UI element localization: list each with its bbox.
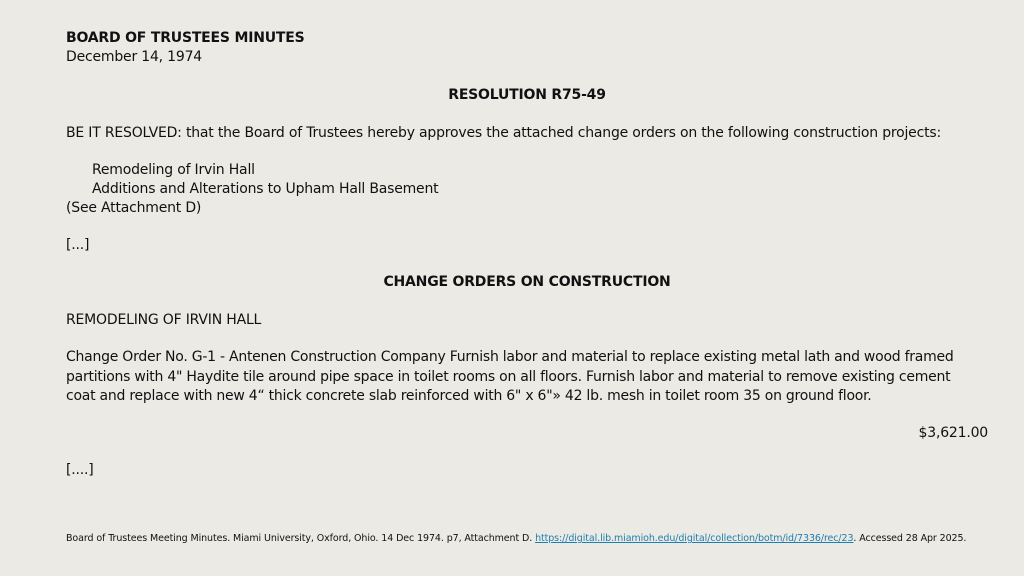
see-attachment-note: (See Attachment D) [66, 200, 202, 216]
project-section-title: REMODELING OF IRVIN HALL [66, 312, 262, 328]
citation-text: Board of Trustees Meeting Minutes. Miami University, Oxford, Ohio. 14 Dec 1974. p7, Attachment D. [66, 533, 536, 544]
resolution-statement: BE IT RESOLVED: that the Board of Trustees hereby approves the attached change orders on the following construction projects: [66, 125, 941, 141]
project-item-upham-hall: Additions and Alterations to Upham Hall Basement [92, 181, 439, 197]
change-orders-heading: CHANGE ORDERS ON CONSTRUCTION [383, 274, 671, 290]
document-title: BOARD OF TRUSTEES MINUTES [66, 30, 305, 46]
change-order-paragraph: Change Order No. G-1 - Antenen Construction Company Furnish labor and material to replace existing metal lath and wood framed partitions with 4" Haydite tile around pipe space in toilet rooms on all floors. Furnish labor and material to remove existing cement coat and replace with new 4“ thick concrete slab reinforced with 6" x 6"» 42 lb. mesh in toilet room 35 on ground floor. [66, 349, 954, 404]
citation [66, 532, 986, 545]
resolution-heading: RESOLUTION R75-49 [448, 87, 606, 103]
ellipsis-marker: [...] [66, 237, 90, 253]
change-order-amount: $3,621.00 [918, 425, 988, 441]
citation-accessed: . Accessed 28 Apr 2025. [853, 533, 967, 544]
citation-link[interactable]: https://digital.lib.miamioh.edu/digital/collection/botm/id/7336/rec/23 [535, 533, 854, 544]
project-item-irvin-hall: Remodeling of Irvin Hall [92, 162, 255, 178]
document-date: December 14, 1974 [66, 49, 202, 65]
ellipsis-marker-end: [....] [66, 462, 94, 478]
